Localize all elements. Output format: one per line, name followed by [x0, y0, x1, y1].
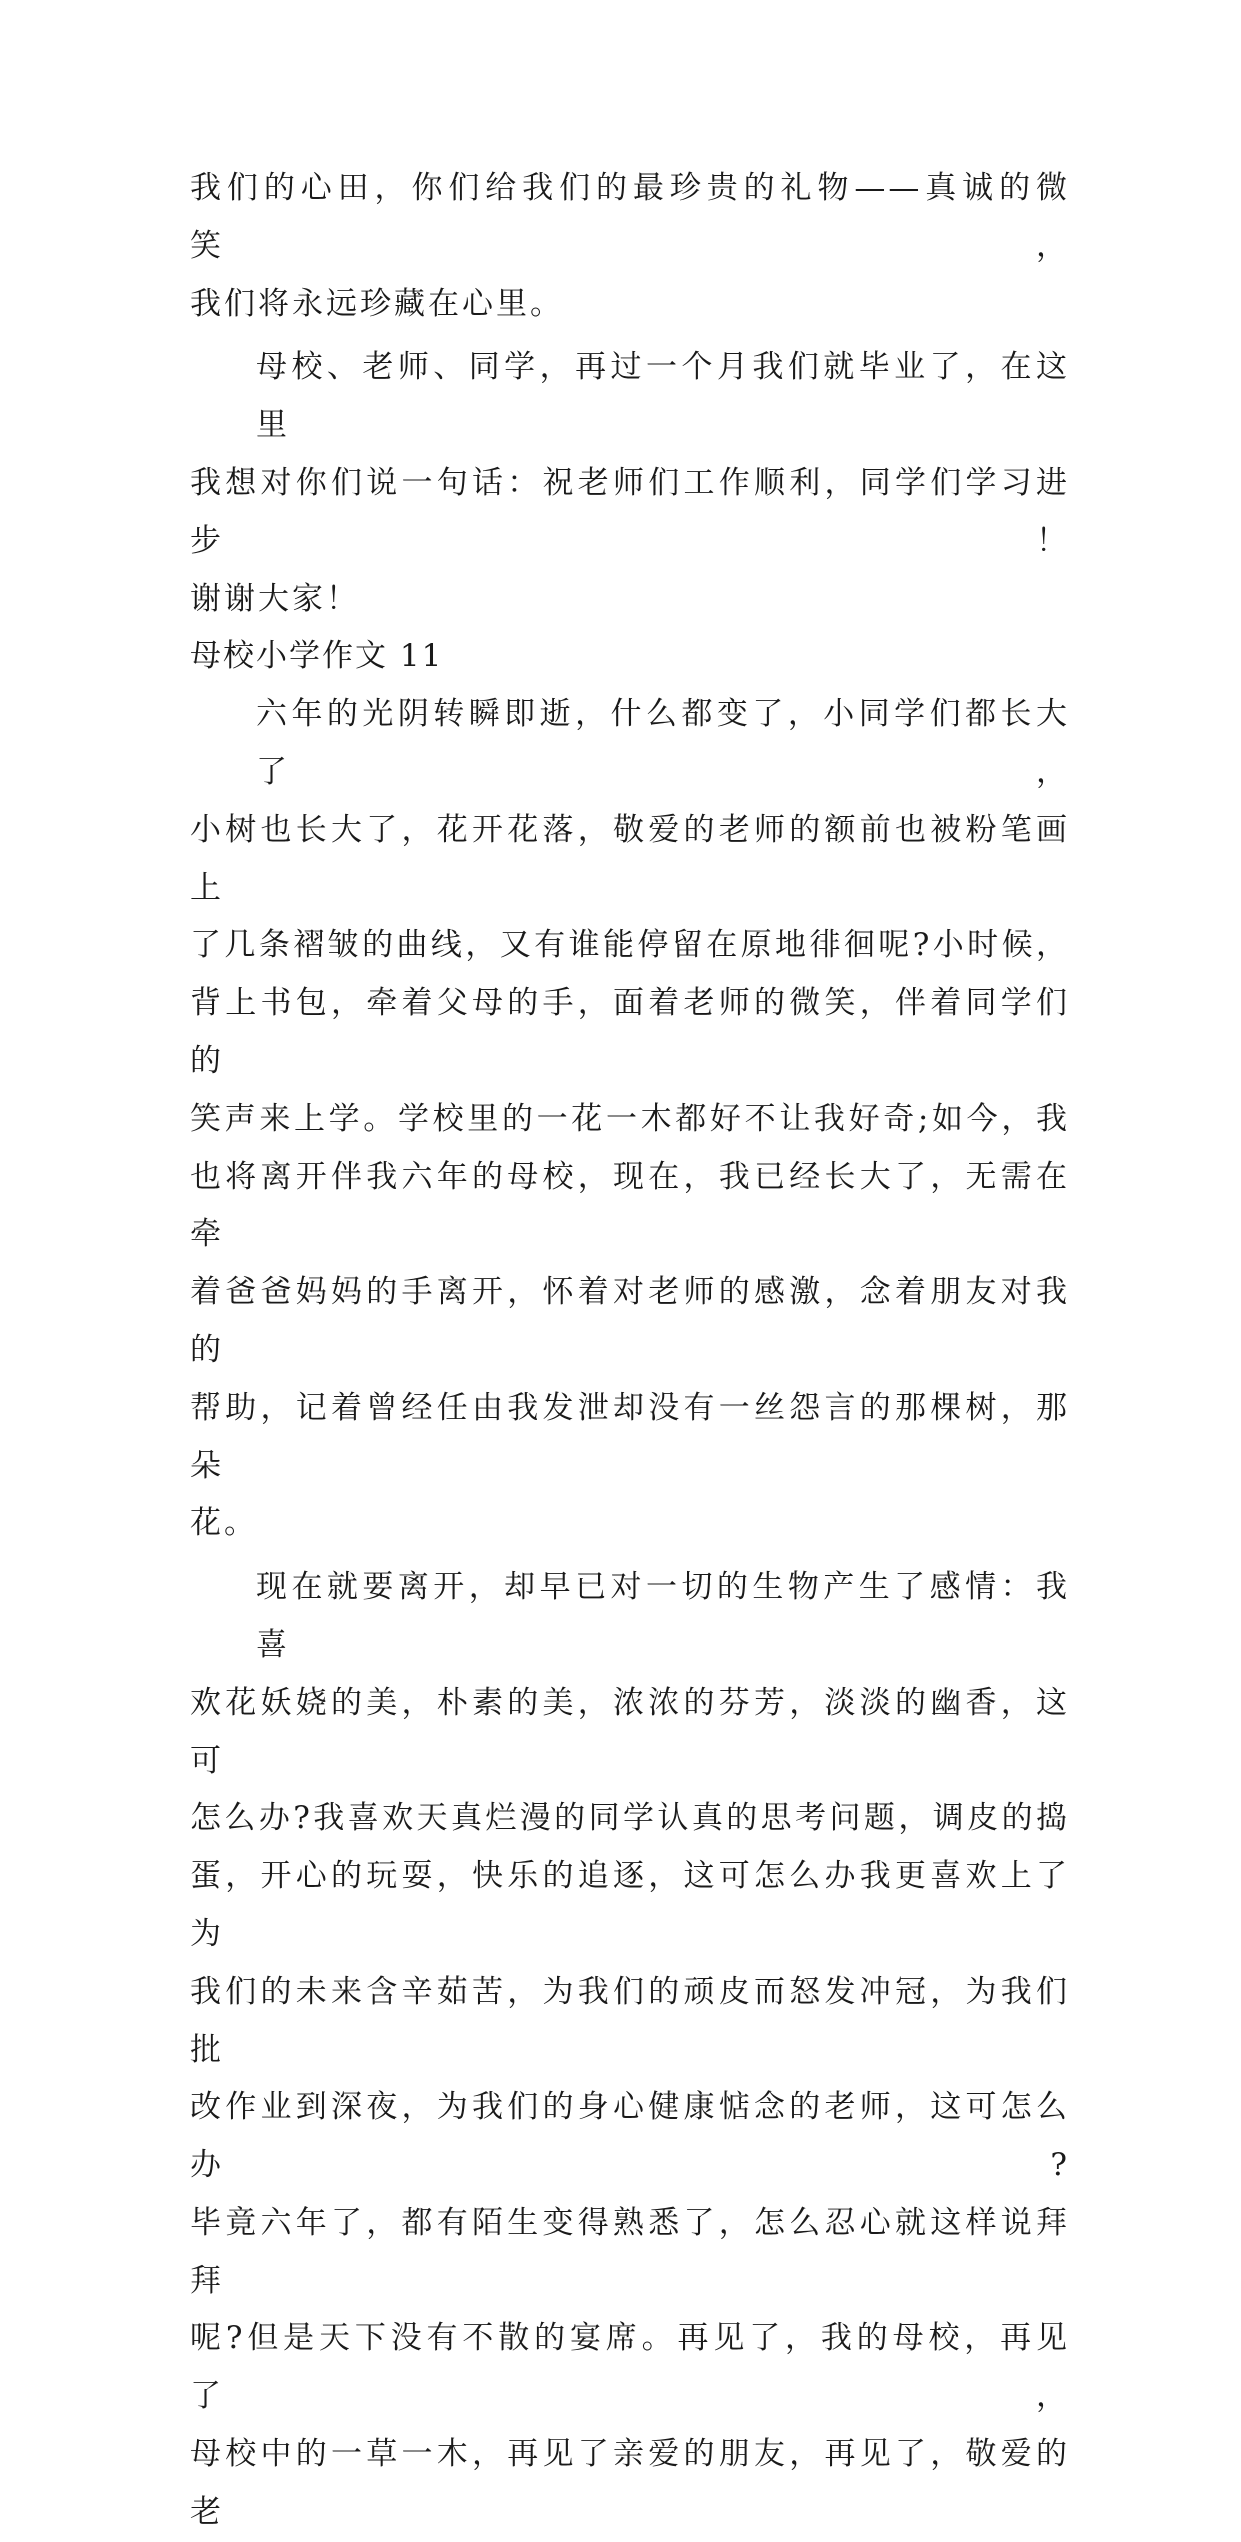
text-line: 也将离开伴我六年的母校，现在，我已经长大了，无需在牵 [190, 1158, 1070, 1253]
text-line: 改作业到深夜，为我们的身心健康惦念的老师，这可怎么办? [190, 2089, 1070, 2184]
text-line: 我们的未来含辛茹苦，为我们的顽皮而怒发冲冠，为我们批 [190, 1973, 1070, 2068]
text-line: 我们的心田，你们给我们的最珍贵的礼物——真诚的微笑， [190, 170, 1070, 264]
text-line: 背上书包，牵着父母的手，面着老师的微笑，伴着同学们的 [190, 985, 1070, 1079]
text-line: 了几条褶皱的曲线，又有谁能停留在原地徘徊呢?小时候， [190, 927, 1070, 964]
text-line: 毕竟六年了，都有陌生变得熟悉了，怎么忍心就这样说拜拜 [190, 2204, 1070, 2299]
text-line: 蛋，开心的玩耍，快乐的追逐，这可怎么办我更喜欢上了为 [190, 1858, 1070, 1952]
text-line: 呢?但是天下没有不散的宴席。再见了，我的母校，再见了， [190, 2320, 1070, 2415]
text-line: 着爸爸妈妈的手离开，怀着对老师的感激，念着朋友对我的 [190, 1274, 1070, 1368]
body-paragraph-2 [190, 1559, 1070, 2542]
section-title: 母校小学作文 11 [190, 638, 444, 675]
text-line: 现在就要离开，却早已对一切的生物产生了感情：我喜 [256, 1569, 1070, 1663]
text-line: 怎么办?我喜欢天真烂漫的同学认真的思考问题，调皮的捣 [190, 1800, 1070, 1837]
text-line: 欢花妖娆的美，朴素的美，浓浓的芬芳，淡淡的幽香，这可 [190, 1684, 1070, 1779]
text-line: 母校、老师、同学，再过一个月我们就毕业了，在这里 [256, 349, 1070, 444]
text-line: 花。 [190, 1505, 258, 1542]
document-page [190, 160, 1070, 2542]
text-line: 我想对你们说一句话：祝老师们工作顺利，同学们学习进步！ [190, 464, 1070, 559]
continuation-paragraph [190, 160, 1070, 333]
text-line: 谢谢大家！ [190, 580, 360, 617]
body-paragraph-1 [190, 686, 1070, 1553]
text-line: 笑声来上学。学校里的一花一木都好不让我好奇;如今，我 [190, 1100, 1070, 1137]
text-line: 母校中的一草一木，再见了亲爱的朋友，再见了，敬爱的老 [190, 2436, 1070, 2530]
text-line: 小树也长大了，花开花落，敬爱的老师的额前也被粉笔画上 [190, 811, 1070, 906]
text-line: 帮助，记着曾经任由我发泄却没有一丝怨言的那棵树，那朵 [190, 1389, 1070, 1484]
text-line: 我们将永远珍藏在心里。 [190, 285, 564, 322]
thanks-paragraph [190, 339, 1070, 628]
text-line: 六年的光阴转瞬即逝，什么都变了，小同学们都长大了， [256, 696, 1070, 790]
